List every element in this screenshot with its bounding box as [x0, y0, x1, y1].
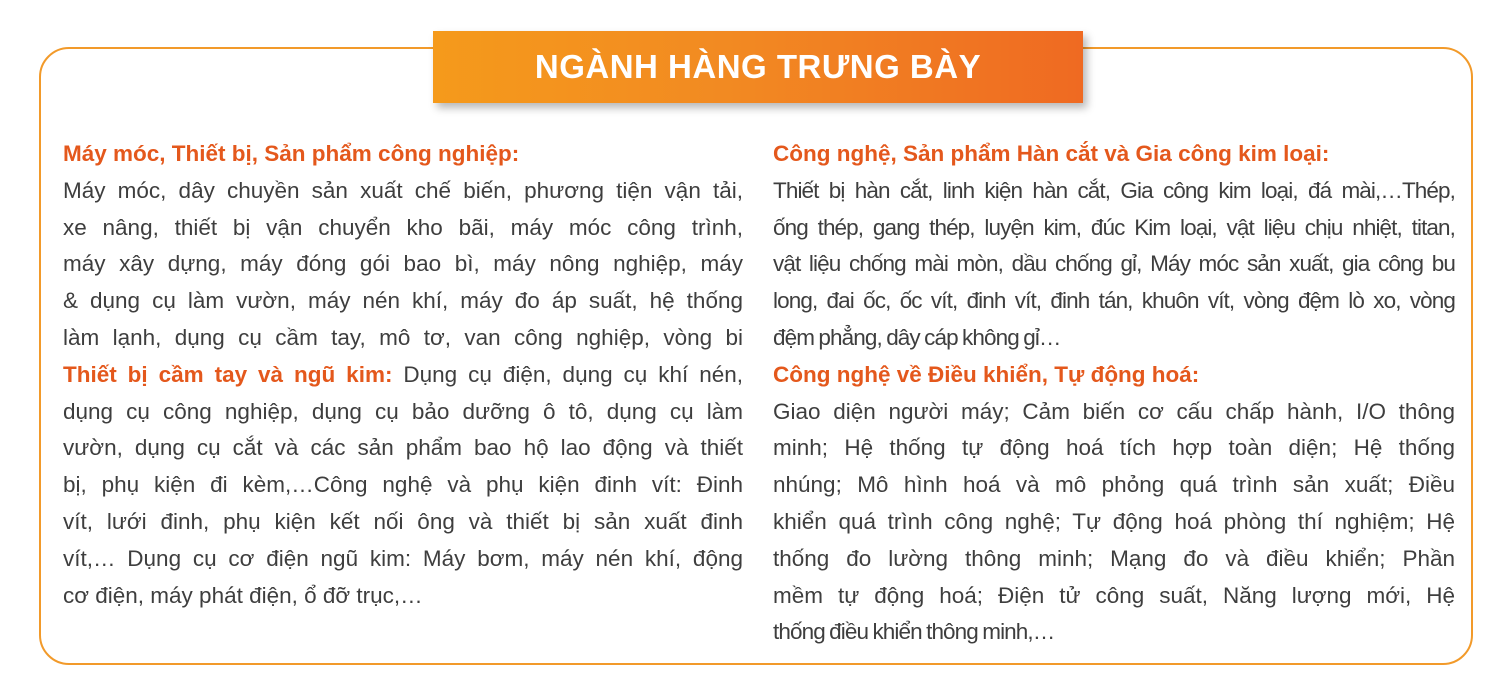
welding-line-1: Thiết bị hàn cắt, linh kiện hàn cắt, Gia công kim loại, đá mài,…Thép, — [773, 177, 1455, 203]
banner-title: NGÀNH HÀNG TRƯNG BÀY — [534, 48, 982, 85]
right-column — [773, 136, 1455, 651]
automation-line-5: thống đo lường thông minh; Mạng đo và điều khiển; Phần — [773, 545, 1455, 571]
handtools-line-6: vít,… Dụng cụ cơ điện ngũ kim: Máy bơm, máy nén khí, động — [63, 545, 743, 571]
handtools-first-line — [63, 357, 743, 394]
handtools-line-5: vít, lưới đinh, phụ kiện kết nối ông và thiết bị sản xuất đinh — [63, 508, 743, 534]
machinery-line-2: xe nâng, thiết bị vận chuyển kho bãi, máy móc công trình, — [63, 214, 743, 240]
welding-line-4: long, đai ốc, ốc vít, đinh vít, đinh tán, khuôn vít, vòng đệm lò xo, vòng — [773, 288, 1455, 314]
handtools-first-line-text: Dụng cụ điện, dụng cụ khí nén, — [392, 361, 743, 387]
welding-line-5: đệm phẳng, dây cáp không gỉ… — [773, 324, 1061, 350]
machinery-line-5: làm lạnh, dụng cụ cầm tay, mô tơ, van công nghiệp, vòng bi — [63, 324, 743, 350]
machinery-line-1: Máy móc, dây chuyền sản xuất chế biến, phương tiện vận tải, — [63, 177, 743, 203]
section-heading-handtools: Thiết bị cầm tay và ngũ kim: — [63, 361, 393, 387]
automation-line-7: thống điều khiển thông minh,… — [773, 619, 1055, 645]
welding-line-2: ống thép, gang thép, luyện kim, đúc Kim loại, vật liệu chịu nhiệt, titan, — [773, 214, 1455, 240]
title-banner — [433, 31, 1083, 103]
section-heading-automation: Công nghệ về Điều khiển, Tự động hoá: — [773, 361, 1200, 387]
automation-line-2: minh; Hệ thống tự động hoá tích hợp toàn diện; Hệ thống — [773, 435, 1455, 461]
automation-line-4: khiển quá trình công nghệ; Tự động hoá phòng thí nghiệm; Hệ — [773, 508, 1455, 534]
machinery-line-3: máy xây dựng, máy đóng gói bao bì, máy nông nghiệp, máy — [63, 251, 743, 277]
automation-line-6: mềm tự động hoá; Điện tử công suất, Năng lượng mới, Hệ — [773, 582, 1455, 608]
machinery-line-4: & dụng cụ làm vườn, máy nén khí, máy đo áp suất, hệ thống — [63, 288, 743, 314]
section-heading-welding: Công nghệ, Sản phẩm Hàn cắt và Gia công kim loại: — [773, 141, 1330, 166]
automation-line-1: Giao diện người máy; Cảm biến cơ cấu chấp hành, I/O thông — [773, 398, 1455, 424]
welding-line-3: vật liệu chống mài mòn, dầu chống gỉ, Máy móc sản xuất, gia công bu — [773, 251, 1455, 277]
handtools-line-3: vườn, dụng cụ cắt và các sản phẩm bao hộ lao động và thiết — [63, 435, 743, 461]
left-column — [63, 136, 743, 614]
handtools-line-4: bị, phụ kiện đi kèm,…Công nghệ và phụ kiện đinh vít: Đinh — [63, 472, 743, 498]
handtools-line-2: dụng cụ công nghiệp, dụng cụ bảo dưỡng ô tô, dụng cụ làm — [63, 398, 743, 424]
automation-line-3: nhúng; Mô hình hoá và mô phỏng quá trình sản xuất; Điều — [773, 472, 1455, 498]
handtools-line-7: cơ điện, máy phát điện, ổ đỡ trục,… — [63, 582, 423, 608]
section-heading-machinery: Máy móc, Thiết bị, Sản phẩm công nghiệp: — [63, 141, 520, 166]
